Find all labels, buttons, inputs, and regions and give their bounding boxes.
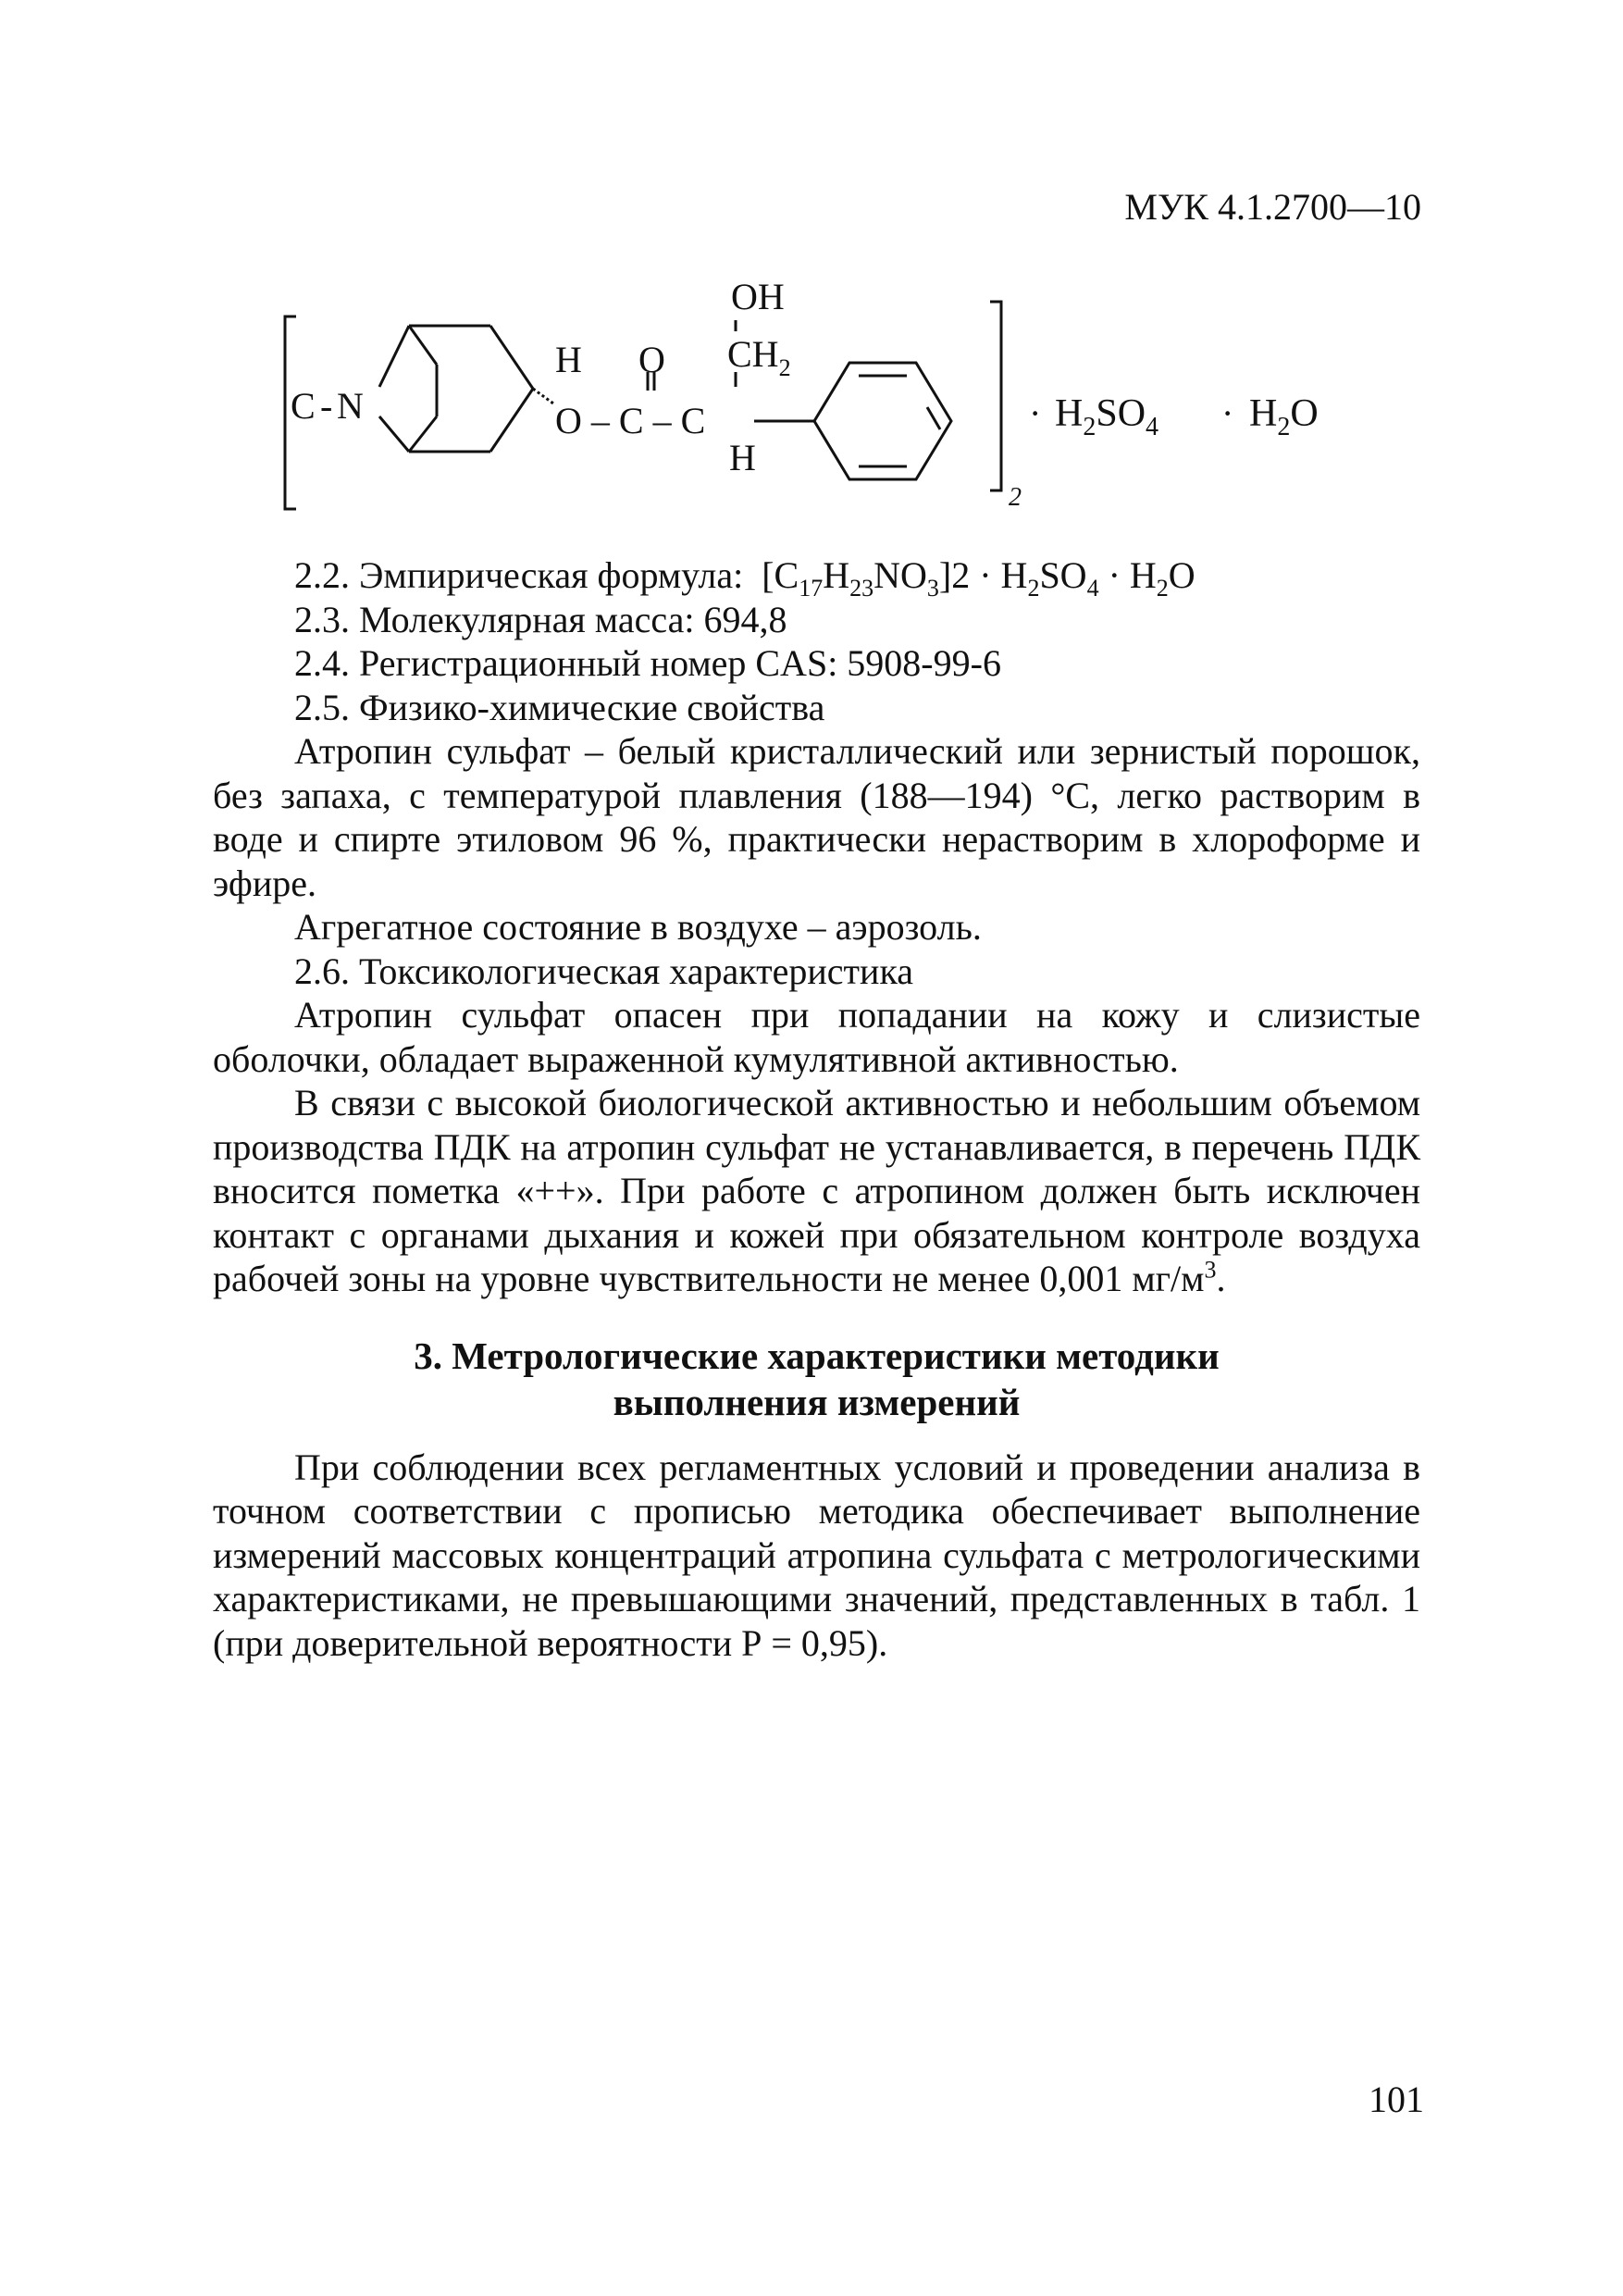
methyl-label: C (291, 385, 316, 427)
pdk-paragraph: В связи с высокой биологической активностью и небольшим объемом производства ПДК на атропин сульфат не устанавливается, в перечень ПДК вносится пометка «++». При работе с атропином должен быть исключен контакт с органами дыхания и кожей при обязательном контроле воздуха рабочей зоны на уровне чувствительности не менее 0,001 $мг/м^3$. (213, 1082, 1420, 1299)
aggregate-state: Агрегатное состояние в воздухе – аэрозоль. (294, 906, 982, 948)
physchem-paragraph: Атропин сульфат – белый кристаллический или зернистый порошок, без запаха, с температурой плавления (188—194) °С, легко растворим в воде и спирте этиловом 96 %, практически нерастворим в хлороформе и эфире. (213, 730, 1420, 904)
bracket-subscript: 2 (1009, 483, 1022, 512)
carbonyl-o-label: O (638, 339, 665, 380)
section-physchem-title: 2.5. Физико-химические свойства (294, 686, 825, 728)
ester-chain-label: O – C – C (555, 400, 706, 441)
molecular-mass: 2.3. Молекулярная масса: 694,8 (294, 598, 787, 640)
document-code: МУК 4.1.2700—10 (1124, 186, 1421, 228)
tox-paragraph: Атропин сульфат опасен при попадании на кожу и слизистые оболочки, обладает выраженной кумулятивной активностью. (213, 994, 1420, 1080)
structural-formula (278, 268, 1369, 518)
water-label: $H_2O$ (1249, 392, 1319, 441)
h-bottom-label: H (729, 437, 756, 478)
nitrogen-label: N (337, 385, 364, 427)
atropine-sulfate-structure (278, 268, 1369, 518)
empirical-formula: 2.2. Эмпирическая формула: $[C_{17}H_{23}NO_3]2 \cdot H_2SO_4 \cdot H_2O$ (294, 554, 1196, 602)
page-number: 101 (1369, 2079, 1424, 2120)
dot-label: · (1029, 392, 1042, 434)
dot-label-2: · (1221, 392, 1234, 434)
cas-number: 2.4. Регистрационный номер CAS: 5908-99-6 (294, 642, 1001, 684)
section-3-heading: 3. Метрологические характеристики методики выполнения измерений (414, 1334, 1220, 1423)
h-top-label: H (555, 339, 582, 380)
metrology-paragraph: При соблюдении всех регламентных условий и проведении анализа в точном соответствии с прописью методика обеспечивает выполнение измерений массовых концентраций атропина сульфата с метрологическими характеристиками, не превышающими значений, представленных в табл. 1 (при доверительной вероятности Р = 0,95). (213, 1446, 1420, 1664)
ch2-label: $CH_2$ (727, 333, 791, 381)
document-body (213, 553, 1420, 1665)
sulfuric-acid-label: $H_2SO_4$ (1055, 392, 1159, 441)
dash-label: - (320, 385, 333, 427)
section-tox-title: 2.6. Токсикологическая характеристика (294, 949, 914, 992)
oh-label: OH (731, 276, 785, 317)
